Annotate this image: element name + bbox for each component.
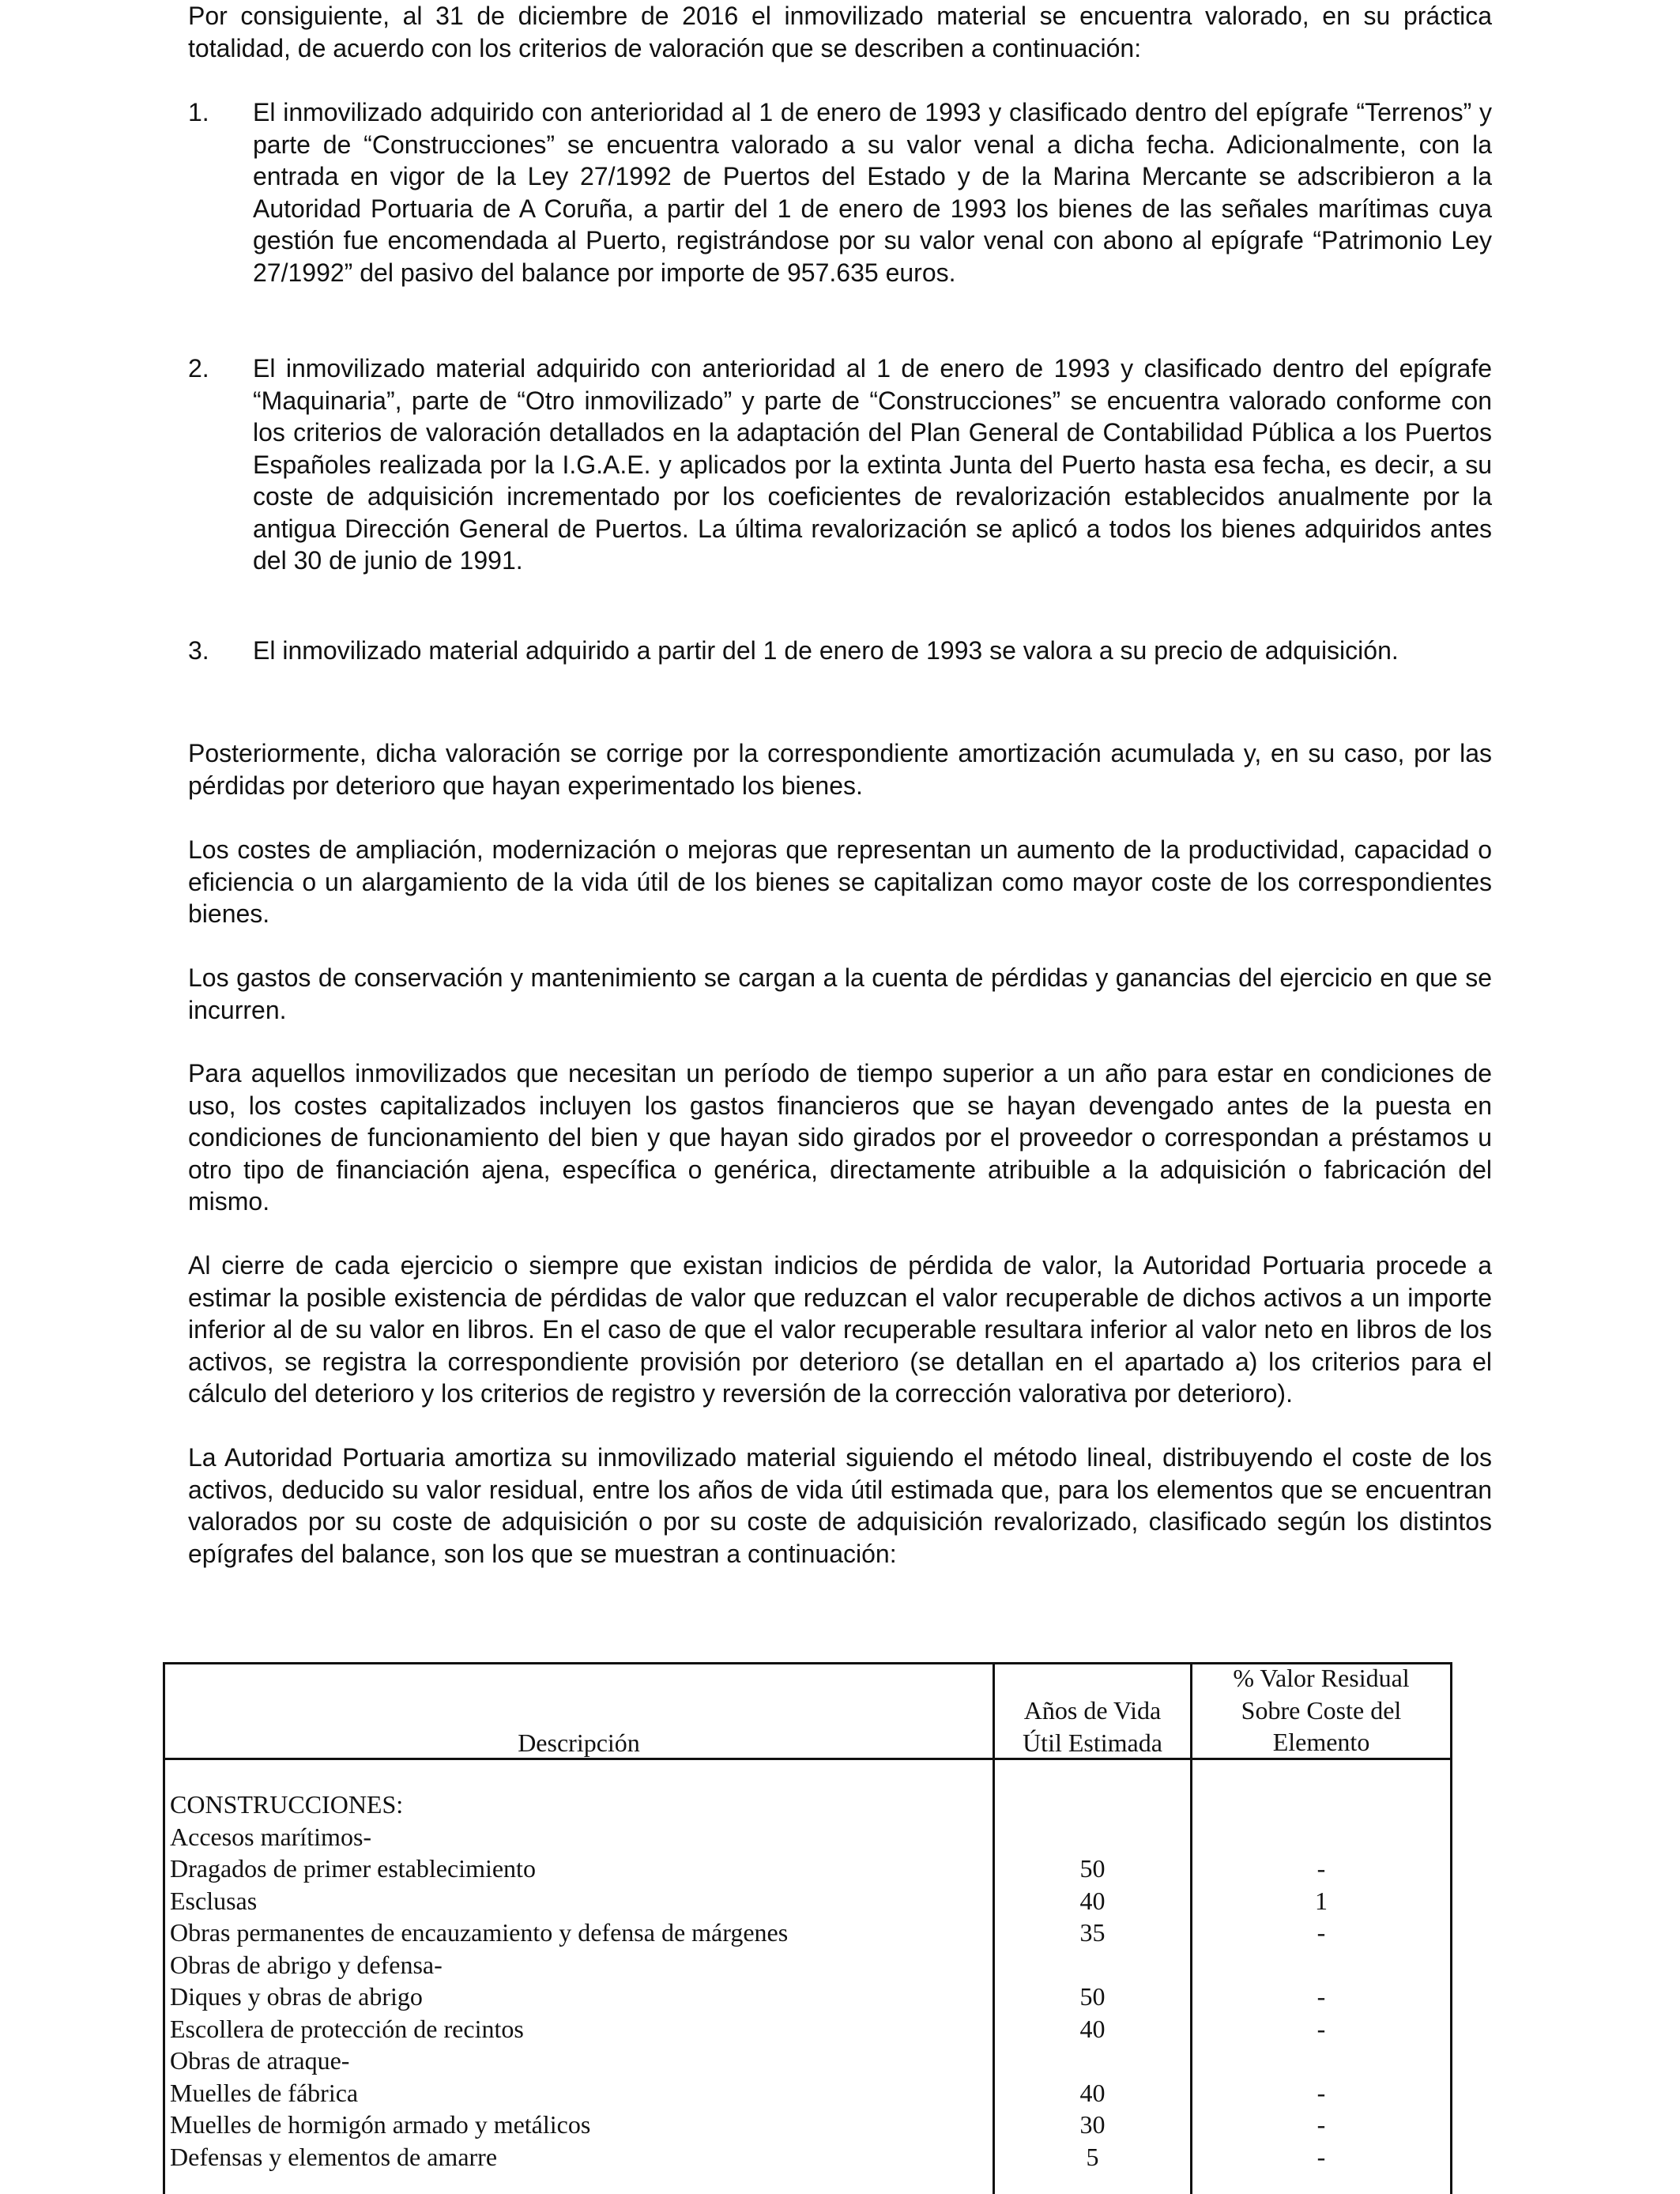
row-descripcion: Defensas y elementos de amarre: [170, 2142, 498, 2171]
row-descripcion: Escollera de protección de recintos: [170, 2014, 524, 2043]
list-item-number-1: 1.: [188, 98, 209, 126]
paragraph-costes-ampliacion: Los costes de ampliación, modernización o mejoras que representan un aumento de la productividad, capacidad o eficiencia o un alargamiento de la vida útil de los bienes se capitalizan como mayor coste de los correspondientes bienes.: [188, 835, 1492, 928]
row-anos: 50: [1079, 1982, 1106, 2011]
row-anos: 5: [1086, 2142, 1099, 2171]
table-row: [163, 2141, 1452, 2173]
table-row: [163, 1917, 1452, 1949]
row-anos: 35: [1079, 1918, 1106, 1947]
table-row: [163, 1821, 1452, 1853]
header-valor-line: Elemento: [1272, 1728, 1370, 1756]
row-valor: -: [1317, 2110, 1326, 2139]
list-item-number-3: 3.: [188, 636, 209, 665]
table-row: [163, 2077, 1452, 2109]
table-row: [163, 1885, 1452, 1917]
row-valor: 1: [1315, 1886, 1328, 1915]
header-anos-line: Años de Vida: [1023, 1696, 1162, 1725]
paragraph-metodo-lineal: La Autoridad Portuaria amortiza su inmovilizado material siguiendo el método lineal, distribuyendo el coste de los activos, deducido su valor residual, entre los años de vida útil estimada que, para los elementos que se encuentran valorados por su coste de adquisición o por su coste de adquisición revalorizado, clasificado según los distintos epígrafes del balance, son los que se muestran a continuación:: [188, 1443, 1492, 1568]
list-item-text-2: El inmovilizado material adquirido con anterioridad al 1 de enero de 1993 y clasificado dentro del epígrafe “Maquinaria”, parte de “Otro inmovilizado” y parte de “Construcciones” se encuentra valorado conforme con los criterios de valoración detallados en la adaptación del Plan General de Contabilidad Pública a los Puertos Españoles realizada por la I.G.A.E. y aplicados por la extinta Junta del Puerto hasta esa fecha, es decir, a su coste de adquisición incrementado por los coeficientes de revalorización establecidos anualmente por la antigua Dirección General de Puertos. La última revalorización se aplicó a todos los bienes adquiridos antes del 30 de junio de 1991.: [253, 354, 1492, 575]
row-descripcion: Dragados de primer establecimiento: [170, 1854, 536, 1883]
header-anos-vida: [995, 1695, 1190, 1759]
row-anos: 50: [1079, 1854, 1106, 1883]
row-valor: -: [1317, 2078, 1326, 2107]
table-row: [163, 1949, 1452, 1981]
header-valor-line: Sobre Coste del: [1241, 1695, 1402, 1725]
header-descripcion: Descripción: [518, 1728, 640, 1757]
row-valor: -: [1317, 2014, 1326, 2043]
row-anos: 40: [1079, 1886, 1106, 1915]
row-descripcion: Muelles de fábrica: [170, 2078, 359, 2107]
table-row: [163, 1789, 1452, 1821]
row-valor: -: [1317, 1918, 1326, 1947]
row-descripcion: Accesos marítimos-: [170, 1822, 372, 1851]
list-item-number-2: 2.: [188, 354, 209, 383]
list-item-text-1: El inmovilizado adquirido con anterioridad al 1 de enero de 1993 y clasificado dentro del epígrafe “Terrenos” y parte de “Construcciones” se encuentra valorado a su valor venal a dicha fecha. Adicionalmente, con la entrada en vigor de la Ley 27/1992 de Puertos del Estado y de la Marina Mercante se adscribieron a la Autoridad Portuaria de A Coruña, a partir del 1 de enero de 1993 los bienes de las señales marítimas cuya gestión fue encomendada al Puerto, registrándose por su valor venal con abono al epígrafe “Patrimonio Ley 27/1992” del pasivo del balance por importe de 957.635 euros.: [253, 98, 1492, 287]
row-descripcion: CONSTRUCCIONES:: [170, 1790, 404, 1819]
paragraph-amortizacion: Posteriormente, dicha valoración se corrige por la correspondiente amortización acumulada y, en su caso, por las pérdidas por deterioro que hayan experimentado los bienes.: [188, 739, 1492, 800]
intro-paragraph: Por consiguiente, al 31 de diciembre de 2016 el inmovilizado material se encuentra valorado, en su práctica totalidad, de acuerdo con los criterios de valoración que se describen a continuación:: [188, 2, 1492, 62]
table-row: [163, 2045, 1452, 2077]
row-valor: -: [1317, 2142, 1326, 2171]
list-item-text-3: El inmovilizado material adquirido a partir del 1 de enero de 1993 se valora a su precio de adquisición.: [253, 636, 1399, 665]
row-anos: 40: [1079, 2014, 1106, 2043]
row-descripcion: Muelles de hormigón armado y metálicos: [170, 2110, 591, 2139]
row-valor: -: [1317, 1854, 1326, 1883]
vida-util-table: [163, 1662, 1452, 2194]
table-row: [163, 2013, 1452, 2045]
table-row: [163, 1981, 1452, 2013]
row-valor: -: [1317, 1982, 1326, 2011]
row-descripcion: Diques y obras de abrigo: [170, 1982, 423, 2011]
row-descripcion: Obras de atraque-: [170, 2046, 350, 2075]
header-anos-line: Útil Estimada: [1023, 1728, 1162, 1757]
row-descripcion: Obras de abrigo y defensa-: [170, 1950, 443, 1979]
row-descripcion: Esclusas: [170, 1886, 258, 1915]
row-anos: 40: [1079, 2078, 1106, 2107]
table-row: [163, 1853, 1452, 1885]
row-anos: 30: [1079, 2110, 1106, 2139]
paragraph-gastos-financieros: Para aquellos inmovilizados que necesitan un período de tiempo superior a un año para estar en condiciones de uso, los costes capitalizados incluyen los gastos financieros que se hayan devengado antes de la puesta en condiciones de funcionamiento del bien y que hayan sido girados por el proveedor o correspondan a préstamos u otro tipo de financiación ajena, específica o genérica, directamente atribuible a la adquisición o fabricación del mismo.: [188, 1059, 1492, 1216]
paragraph-deterioro: Al cierre de cada ejercicio o siempre que existan indicios de pérdida de valor, la Autoridad Portuaria procede a estimar la posible existencia de pérdidas de valor que reduzcan el valor recuperable de dichos activos a un importe inferior al de su valor en libros. En el caso de que el valor recuperable resultara inferior al valor neto en libros de los activos, se registra la correspondiente provisión por deterioro (se detallan en el apartado a) los criterios para el cálculo del deterioro y los criterios de registro y reversión de la corrección valorativa por deterioro).: [188, 1251, 1492, 1408]
table-row: [163, 2109, 1452, 2141]
row-descripcion: Obras permanentes de encauzamiento y defensa de márgenes: [170, 1918, 789, 1947]
header-valor-line: % Valor Residual: [1233, 1664, 1410, 1692]
header-valor-residual: [1192, 1662, 1450, 1759]
paragraph-gastos-conservacion: Los gastos de conservación y mantenimiento se cargan a la cuenta de pérdidas y ganancias del ejercicio en que se incurren.: [188, 963, 1492, 1024]
